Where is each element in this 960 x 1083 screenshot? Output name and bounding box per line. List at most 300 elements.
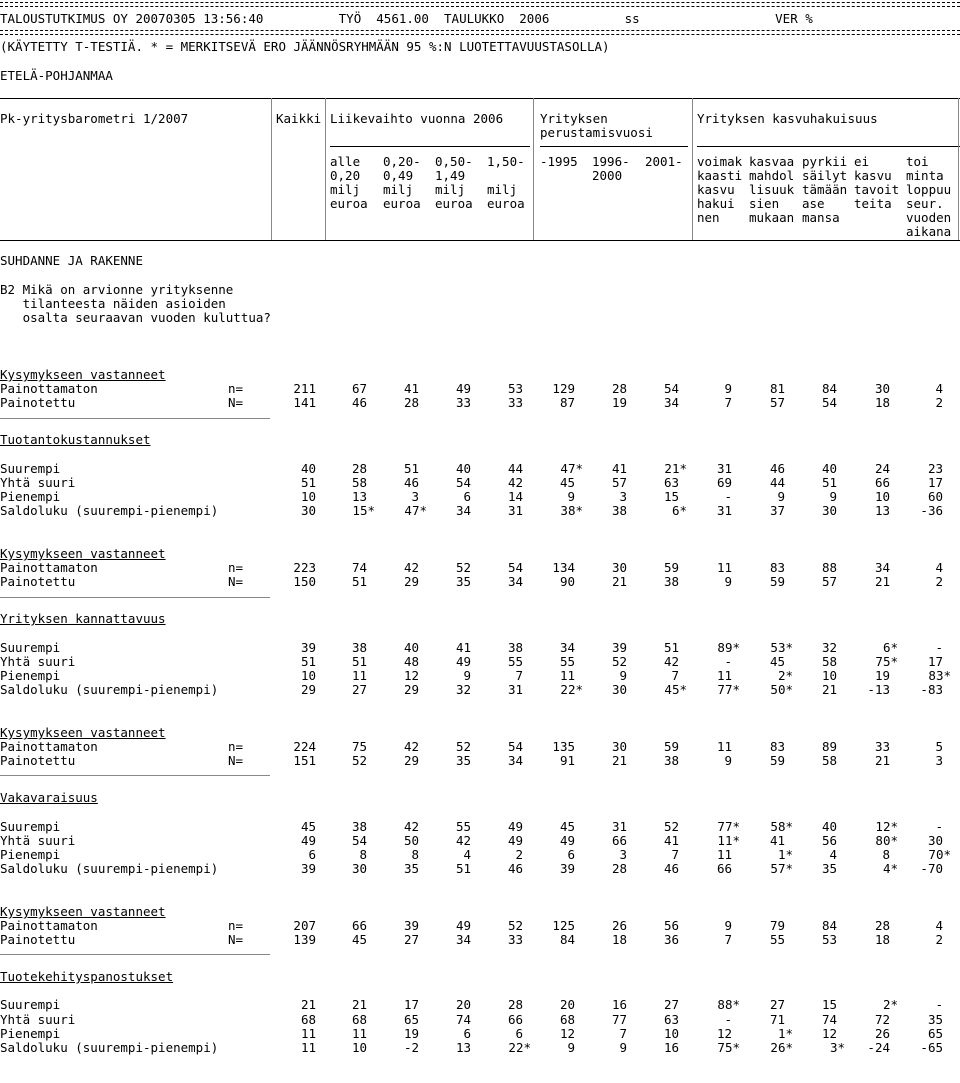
cell-col-3: 48 [403, 654, 419, 669]
region-title: ETELÄ-POHJANMAA [0, 68, 113, 83]
cell-col-7: 19 [611, 395, 627, 410]
cell-col-6: 129 [552, 381, 575, 396]
cell-col-6: 55 [559, 654, 575, 669]
cell-col-13: 2 [935, 395, 943, 410]
cell-col-6: 91 [559, 753, 575, 768]
cell-col-11: 3* [829, 1040, 845, 1055]
cell-col-1: 11 [300, 1040, 316, 1055]
row-count-key: N= [228, 574, 244, 589]
cell-col-12: 21 [874, 753, 890, 768]
respondents-rule [0, 418, 270, 419]
cell-col-8: 38 [663, 753, 679, 768]
cell-col-8: 45* [664, 682, 687, 697]
cell-col-3: 29 [403, 574, 419, 589]
respondents-title: Kysymykseen vastanneet [0, 546, 166, 561]
cell-col-13: -36 [920, 503, 943, 518]
row-label: Suurempi [0, 819, 61, 834]
separator-header [0, 30, 960, 35]
subheader-col-4: 1,50- milj euroa [487, 154, 525, 211]
cell-col-5: 49 [507, 833, 523, 848]
cell-col-8: 6* [671, 503, 687, 518]
cell-col-13: 30 [927, 833, 943, 848]
cell-col-9: 12 [716, 1026, 732, 1041]
row-label: Yhtä suuri [0, 475, 76, 490]
cell-col-12: 80* [875, 833, 898, 848]
cell-col-9: 66 [716, 861, 732, 876]
row-label: Painottamaton [0, 739, 98, 754]
cell-col-7: 9 [619, 1040, 627, 1055]
cell-col-4: 49 [455, 654, 471, 669]
row-label: Saldoluku (suurempi-pienempi) [0, 861, 219, 876]
cell-col-10: 83 [769, 739, 785, 754]
row-label: Painottamaton [0, 918, 98, 933]
respondent-row [0, 561, 960, 575]
divider-right [958, 98, 959, 240]
cell-col-11: 74 [821, 1012, 837, 1027]
cell-col-10: 57* [770, 861, 793, 876]
cell-col-1: 51 [300, 475, 316, 490]
cell-col-5: 46 [507, 861, 523, 876]
cell-col-3: 8 [411, 847, 419, 862]
cell-col-9: 77* [717, 682, 740, 697]
cell-col-11: 10 [821, 668, 837, 683]
row-label: Yhtä suuri [0, 833, 76, 848]
cell-col-13: - [935, 997, 943, 1012]
cell-col-8: 15 [663, 489, 679, 504]
cell-col-8: 42 [663, 654, 679, 669]
cell-col-4: 32 [455, 682, 471, 697]
cell-col-13: 17 [927, 654, 943, 669]
cell-col-7: 26 [611, 918, 627, 933]
cell-col-11: 88 [821, 560, 837, 575]
row-count-key: n= [228, 739, 244, 754]
cell-col-11: 53 [821, 932, 837, 947]
cell-col-9: 9 [724, 574, 732, 589]
cell-col-4: 51 [455, 861, 471, 876]
cell-col-8: 27 [663, 997, 679, 1012]
cell-col-1: 207 [293, 918, 316, 933]
cell-col-7: 66 [611, 833, 627, 848]
cell-col-4: 4 [463, 847, 471, 862]
cell-col-7: 77 [611, 1012, 627, 1027]
row-count-key: n= [228, 381, 244, 396]
cell-col-4: 6 [463, 489, 471, 504]
cell-col-13: -70 [920, 861, 943, 876]
cell-col-7: 52 [611, 654, 627, 669]
cell-col-13: 4 [935, 560, 943, 575]
table-row [0, 1027, 960, 1041]
cell-col-2: 58 [351, 475, 367, 490]
cell-col-9: 11 [716, 847, 732, 862]
cell-col-12: 18 [874, 932, 890, 947]
respondents-title: Kysymykseen vastanneet [0, 367, 166, 382]
cell-col-13: 60 [927, 489, 943, 504]
cell-col-4: 42 [455, 833, 471, 848]
cell-col-5: 44 [507, 461, 523, 476]
subheader-col-5: -1995 [540, 154, 578, 169]
cell-col-12: 21 [874, 574, 890, 589]
cell-col-9: 9 [724, 918, 732, 933]
cell-col-7: 39 [611, 640, 627, 655]
cell-col-3: 65 [403, 1012, 419, 1027]
cell-col-2: 52 [351, 753, 367, 768]
cell-col-2: 21 [351, 997, 367, 1012]
cell-col-6: 84 [559, 932, 575, 947]
cell-col-2: 11 [351, 668, 367, 683]
cell-col-7: 30 [611, 682, 627, 697]
cell-col-13: 83* [928, 668, 951, 683]
cell-col-8: 7 [671, 847, 679, 862]
cell-col-13: 17 [927, 475, 943, 490]
cell-col-6: 12 [559, 1026, 575, 1041]
cell-col-5: 6 [515, 1026, 523, 1041]
cell-col-5: 33 [507, 395, 523, 410]
cell-col-10: 81 [769, 381, 785, 396]
report-header: TALOUSTUTKIMUS OY 20070305 13:56:40 TYÖ 4561.00 TAULUKKO 2006 ss VER % [0, 11, 813, 26]
cell-col-10: 79 [769, 918, 785, 933]
divider-kaikki [271, 98, 272, 240]
cell-col-1: 11 [300, 1026, 316, 1041]
cell-col-7: 3 [619, 489, 627, 504]
cell-col-3: 42 [403, 739, 419, 754]
cell-col-6: 22* [560, 682, 583, 697]
cell-col-3: 42 [403, 560, 419, 575]
cell-col-2: 51 [351, 654, 367, 669]
cell-col-13: 70* [928, 847, 951, 862]
cell-col-3: 50 [403, 833, 419, 848]
table-row [0, 490, 960, 504]
cell-col-9: 9 [724, 381, 732, 396]
cell-col-7: 30 [611, 739, 627, 754]
cell-col-12: 19 [874, 668, 890, 683]
cell-col-3: 42 [403, 819, 419, 834]
cell-col-1: 224 [293, 739, 316, 754]
cell-col-13: 2 [935, 574, 943, 589]
table-row [0, 669, 960, 683]
subheader-col-7: 2001- [645, 154, 683, 169]
cell-col-5: 34 [507, 753, 523, 768]
cell-col-11: 58 [821, 654, 837, 669]
section-title: SUHDANNE JA RAKENNE [0, 253, 143, 268]
respondent-row [0, 740, 960, 754]
table-row [0, 476, 960, 490]
cell-col-5: 42 [507, 475, 523, 490]
row-label: Yhtä suuri [0, 654, 76, 669]
cell-col-1: 141 [293, 395, 316, 410]
cell-col-12: 33 [874, 739, 890, 754]
cell-col-13: 23 [927, 461, 943, 476]
cell-col-13: 5 [935, 739, 943, 754]
cell-col-11: 89 [821, 739, 837, 754]
cell-col-2: 11 [351, 1026, 367, 1041]
cell-col-1: 30 [300, 503, 316, 518]
subheader-col-11: ei kasvu tavoit teita [854, 154, 900, 211]
cell-col-9: 69 [716, 475, 732, 490]
cell-col-9: 75* [717, 1040, 740, 1055]
row-count-key: N= [228, 753, 244, 768]
cell-col-3: 29 [403, 753, 419, 768]
row-label: Pienempi [0, 1026, 61, 1041]
cell-col-3: 40 [403, 640, 419, 655]
cell-col-13: -65 [920, 1040, 943, 1055]
cell-col-12: 18 [874, 395, 890, 410]
cell-col-3: 47* [404, 503, 427, 518]
cell-col-1: 223 [293, 560, 316, 575]
cell-col-6: 9 [567, 1040, 575, 1055]
cell-col-10: 9 [777, 489, 785, 504]
cell-col-10: 26* [770, 1040, 793, 1055]
respondents-title: Kysymykseen vastanneet [0, 904, 166, 919]
cell-col-8: 51 [663, 640, 679, 655]
cell-col-12: 12* [875, 819, 898, 834]
cell-col-7: 28 [611, 861, 627, 876]
cell-col-4: 55 [455, 819, 471, 834]
row-label: Pienempi [0, 668, 61, 683]
subheader-col-10: pyrkii säilyt tämään ase mansa [802, 154, 848, 225]
table-row [0, 641, 960, 655]
row-count-key: n= [228, 560, 244, 575]
cell-col-12: 75* [875, 654, 898, 669]
cell-col-12: 6* [882, 640, 898, 655]
cell-col-5: 2 [515, 847, 523, 862]
cell-col-4: 41 [455, 640, 471, 655]
row-label: Painottamaton [0, 381, 98, 396]
header-rule-top [0, 98, 960, 99]
cell-col-2: 15* [352, 503, 375, 518]
cell-col-6: 11 [559, 668, 575, 683]
cell-col-4: 54 [455, 475, 471, 490]
group-perustamisvuosi: Yrityksen perustamisvuosi [540, 111, 653, 140]
cell-col-4: 33 [455, 395, 471, 410]
cell-col-9: 9 [724, 753, 732, 768]
cell-col-1: 51 [300, 654, 316, 669]
cell-col-8: 34 [663, 395, 679, 410]
cell-col-5: 31 [507, 503, 523, 518]
table-row [0, 834, 960, 848]
cell-col-11: 51 [821, 475, 837, 490]
cell-col-9: - [724, 654, 732, 669]
cell-col-7: 30 [611, 560, 627, 575]
row-label: Suurempi [0, 997, 61, 1012]
cell-col-11: 30 [821, 503, 837, 518]
cell-col-10: 1* [777, 1026, 793, 1041]
group1-rule [330, 146, 530, 147]
cell-col-10: 57 [769, 395, 785, 410]
cell-col-7: 38 [611, 503, 627, 518]
cell-col-7: 7 [619, 1026, 627, 1041]
cell-col-8: 7 [671, 668, 679, 683]
row-label: Painotettu [0, 932, 76, 947]
cell-col-10: 55 [769, 932, 785, 947]
cell-col-1: 45 [300, 819, 316, 834]
cell-col-1: 49 [300, 833, 316, 848]
cell-col-4: 49 [455, 918, 471, 933]
subheader-col-8: voimak kaasti kasvu hakui nen [697, 154, 743, 225]
cell-col-12: 24 [874, 461, 890, 476]
cell-col-6: 9 [567, 489, 575, 504]
cell-col-4: 52 [455, 560, 471, 575]
row-count-key: N= [228, 395, 244, 410]
cell-col-6: 6 [567, 847, 575, 862]
cell-col-9: 31 [716, 503, 732, 518]
cell-col-5: 54 [507, 560, 523, 575]
cell-col-12: 72 [874, 1012, 890, 1027]
cell-col-5: 7 [515, 668, 523, 683]
cell-col-12: 28 [874, 918, 890, 933]
cell-col-2: 45 [351, 932, 367, 947]
cell-col-4: 52 [455, 739, 471, 754]
cell-col-8: 63 [663, 475, 679, 490]
cell-col-5: 49 [507, 819, 523, 834]
cell-col-11: 4 [829, 847, 837, 862]
group3-rule [697, 146, 960, 147]
cell-col-2: 10 [351, 1040, 367, 1055]
cell-col-5: 33 [507, 932, 523, 947]
cell-col-7: 3 [619, 847, 627, 862]
cell-col-4: 9 [463, 668, 471, 683]
cell-col-7: 16 [611, 997, 627, 1012]
cell-col-3: 17 [403, 997, 419, 1012]
cell-col-2: 38 [351, 819, 367, 834]
subheader-col-6: 1996- 2000 [592, 154, 630, 183]
cell-col-5: 66 [507, 1012, 523, 1027]
subheader-col-1: alle 0,20 milj euroa [330, 154, 368, 211]
cell-col-3: 29 [403, 682, 419, 697]
respondents-rule [0, 775, 270, 776]
cell-col-8: 36 [663, 932, 679, 947]
question-text: B2 Mikä on arvionne yrityksenne tilanteesta näiden asioiden osalta seuraavan vuoden kuluttua? [0, 282, 271, 325]
cell-col-9: 11 [716, 739, 732, 754]
cell-col-6: 45 [559, 475, 575, 490]
cell-col-5: 55 [507, 654, 523, 669]
cell-col-5: 31 [507, 682, 523, 697]
cell-col-6: 135 [552, 739, 575, 754]
cell-col-2: 74 [351, 560, 367, 575]
cell-col-8: 41 [663, 833, 679, 848]
cell-col-4: 20 [455, 997, 471, 1012]
significance-note: (KÄYTETTY T-TESTIÄ. * = MERKITSEVÄ ERO JÄÄNNÖSRYHMÄÄN 95 %:N LUOTETTAVUUSTASOLLA) [0, 39, 610, 54]
cell-col-12: 8 [882, 847, 890, 862]
cell-col-5: 14 [507, 489, 523, 504]
table-row [0, 862, 960, 876]
cell-col-4: 13 [455, 1040, 471, 1055]
row-count-key: N= [228, 932, 244, 947]
subheader-col-9: kasvaa mahdol lisuuk sien mukaan [749, 154, 795, 225]
cell-col-7: 41 [611, 461, 627, 476]
cell-col-2: 13 [351, 489, 367, 504]
cell-col-7: 57 [611, 475, 627, 490]
cell-col-3: 28 [403, 395, 419, 410]
cell-col-2: 67 [351, 381, 367, 396]
cell-col-12: 13 [874, 503, 890, 518]
row-label: Painotettu [0, 753, 76, 768]
cell-col-6: 38* [560, 503, 583, 518]
cell-col-2: 27 [351, 682, 367, 697]
cell-col-4: 35 [455, 574, 471, 589]
cell-col-5: 22* [508, 1040, 531, 1055]
cell-col-8: 52 [663, 819, 679, 834]
cell-col-11: 40 [821, 819, 837, 834]
cell-col-6: 90 [559, 574, 575, 589]
cell-col-12: -24 [867, 1040, 890, 1055]
cell-col-6: 45 [559, 819, 575, 834]
cell-col-1: 21 [300, 997, 316, 1012]
cell-col-2: 38 [351, 640, 367, 655]
cell-col-8: 59 [663, 739, 679, 754]
table-row [0, 1013, 960, 1027]
cell-col-8: 10 [663, 1026, 679, 1041]
respondents-rule [0, 954, 270, 955]
cell-col-7: 9 [619, 668, 627, 683]
cell-col-10: 58* [770, 819, 793, 834]
cell-col-3: 27 [403, 932, 419, 947]
cell-col-9: 7 [724, 395, 732, 410]
cell-col-1: 139 [293, 932, 316, 947]
cell-col-11: 40 [821, 461, 837, 476]
row-label: Suurempi [0, 640, 61, 655]
cell-col-8: 16 [663, 1040, 679, 1055]
cell-col-10: 45 [769, 654, 785, 669]
table-row [0, 504, 960, 518]
cell-col-12: 10 [874, 489, 890, 504]
cell-col-9: 88* [717, 997, 740, 1012]
cell-col-12: -13 [867, 682, 890, 697]
cell-col-4: 35 [455, 753, 471, 768]
block-title: Yrityksen kannattavuus [0, 611, 166, 626]
cell-col-12: 2* [882, 997, 898, 1012]
block-title: Tuotekehityspanostukset [0, 969, 174, 984]
cell-col-1: 10 [300, 489, 316, 504]
cell-col-8: 59 [663, 560, 679, 575]
group2-rule [540, 146, 688, 147]
cell-col-4: 74 [455, 1012, 471, 1027]
cell-col-13: 3 [935, 753, 943, 768]
subheader-col-3: 0,50- 1,49 milj euroa [435, 154, 473, 211]
table-row [0, 998, 960, 1012]
respondent-row [0, 754, 960, 768]
cell-col-2: 46 [351, 395, 367, 410]
table-row [0, 683, 960, 697]
cell-col-1: 39 [300, 640, 316, 655]
respondent-row [0, 919, 960, 933]
cell-col-2: 75 [351, 739, 367, 754]
row-label: Pienempi [0, 489, 61, 504]
cell-col-6: 20 [559, 997, 575, 1012]
cell-col-13: - [935, 640, 943, 655]
cell-col-8: 56 [663, 918, 679, 933]
cell-col-2: 51 [351, 574, 367, 589]
cell-col-2: 54 [351, 833, 367, 848]
cell-col-5: 52 [507, 918, 523, 933]
cell-col-6: 49 [559, 833, 575, 848]
cell-col-13: -83 [920, 682, 943, 697]
table-row [0, 462, 960, 476]
cell-col-1: 29 [300, 682, 316, 697]
cell-col-1: 39 [300, 861, 316, 876]
cell-col-1: 40 [300, 461, 316, 476]
table-title: Pk-yritysbarometri 1/2007 [0, 111, 189, 126]
cell-col-4: 34 [455, 503, 471, 518]
cell-col-11: 84 [821, 381, 837, 396]
cell-col-7: 21 [611, 574, 627, 589]
cell-col-2: 66 [351, 918, 367, 933]
divider-kasvuhakuisuus [692, 98, 693, 240]
cell-col-9: 7 [724, 932, 732, 947]
cell-col-8: 46 [663, 861, 679, 876]
cell-col-11: 84 [821, 918, 837, 933]
cell-col-11: 58 [821, 753, 837, 768]
cell-col-10: 41 [769, 833, 785, 848]
